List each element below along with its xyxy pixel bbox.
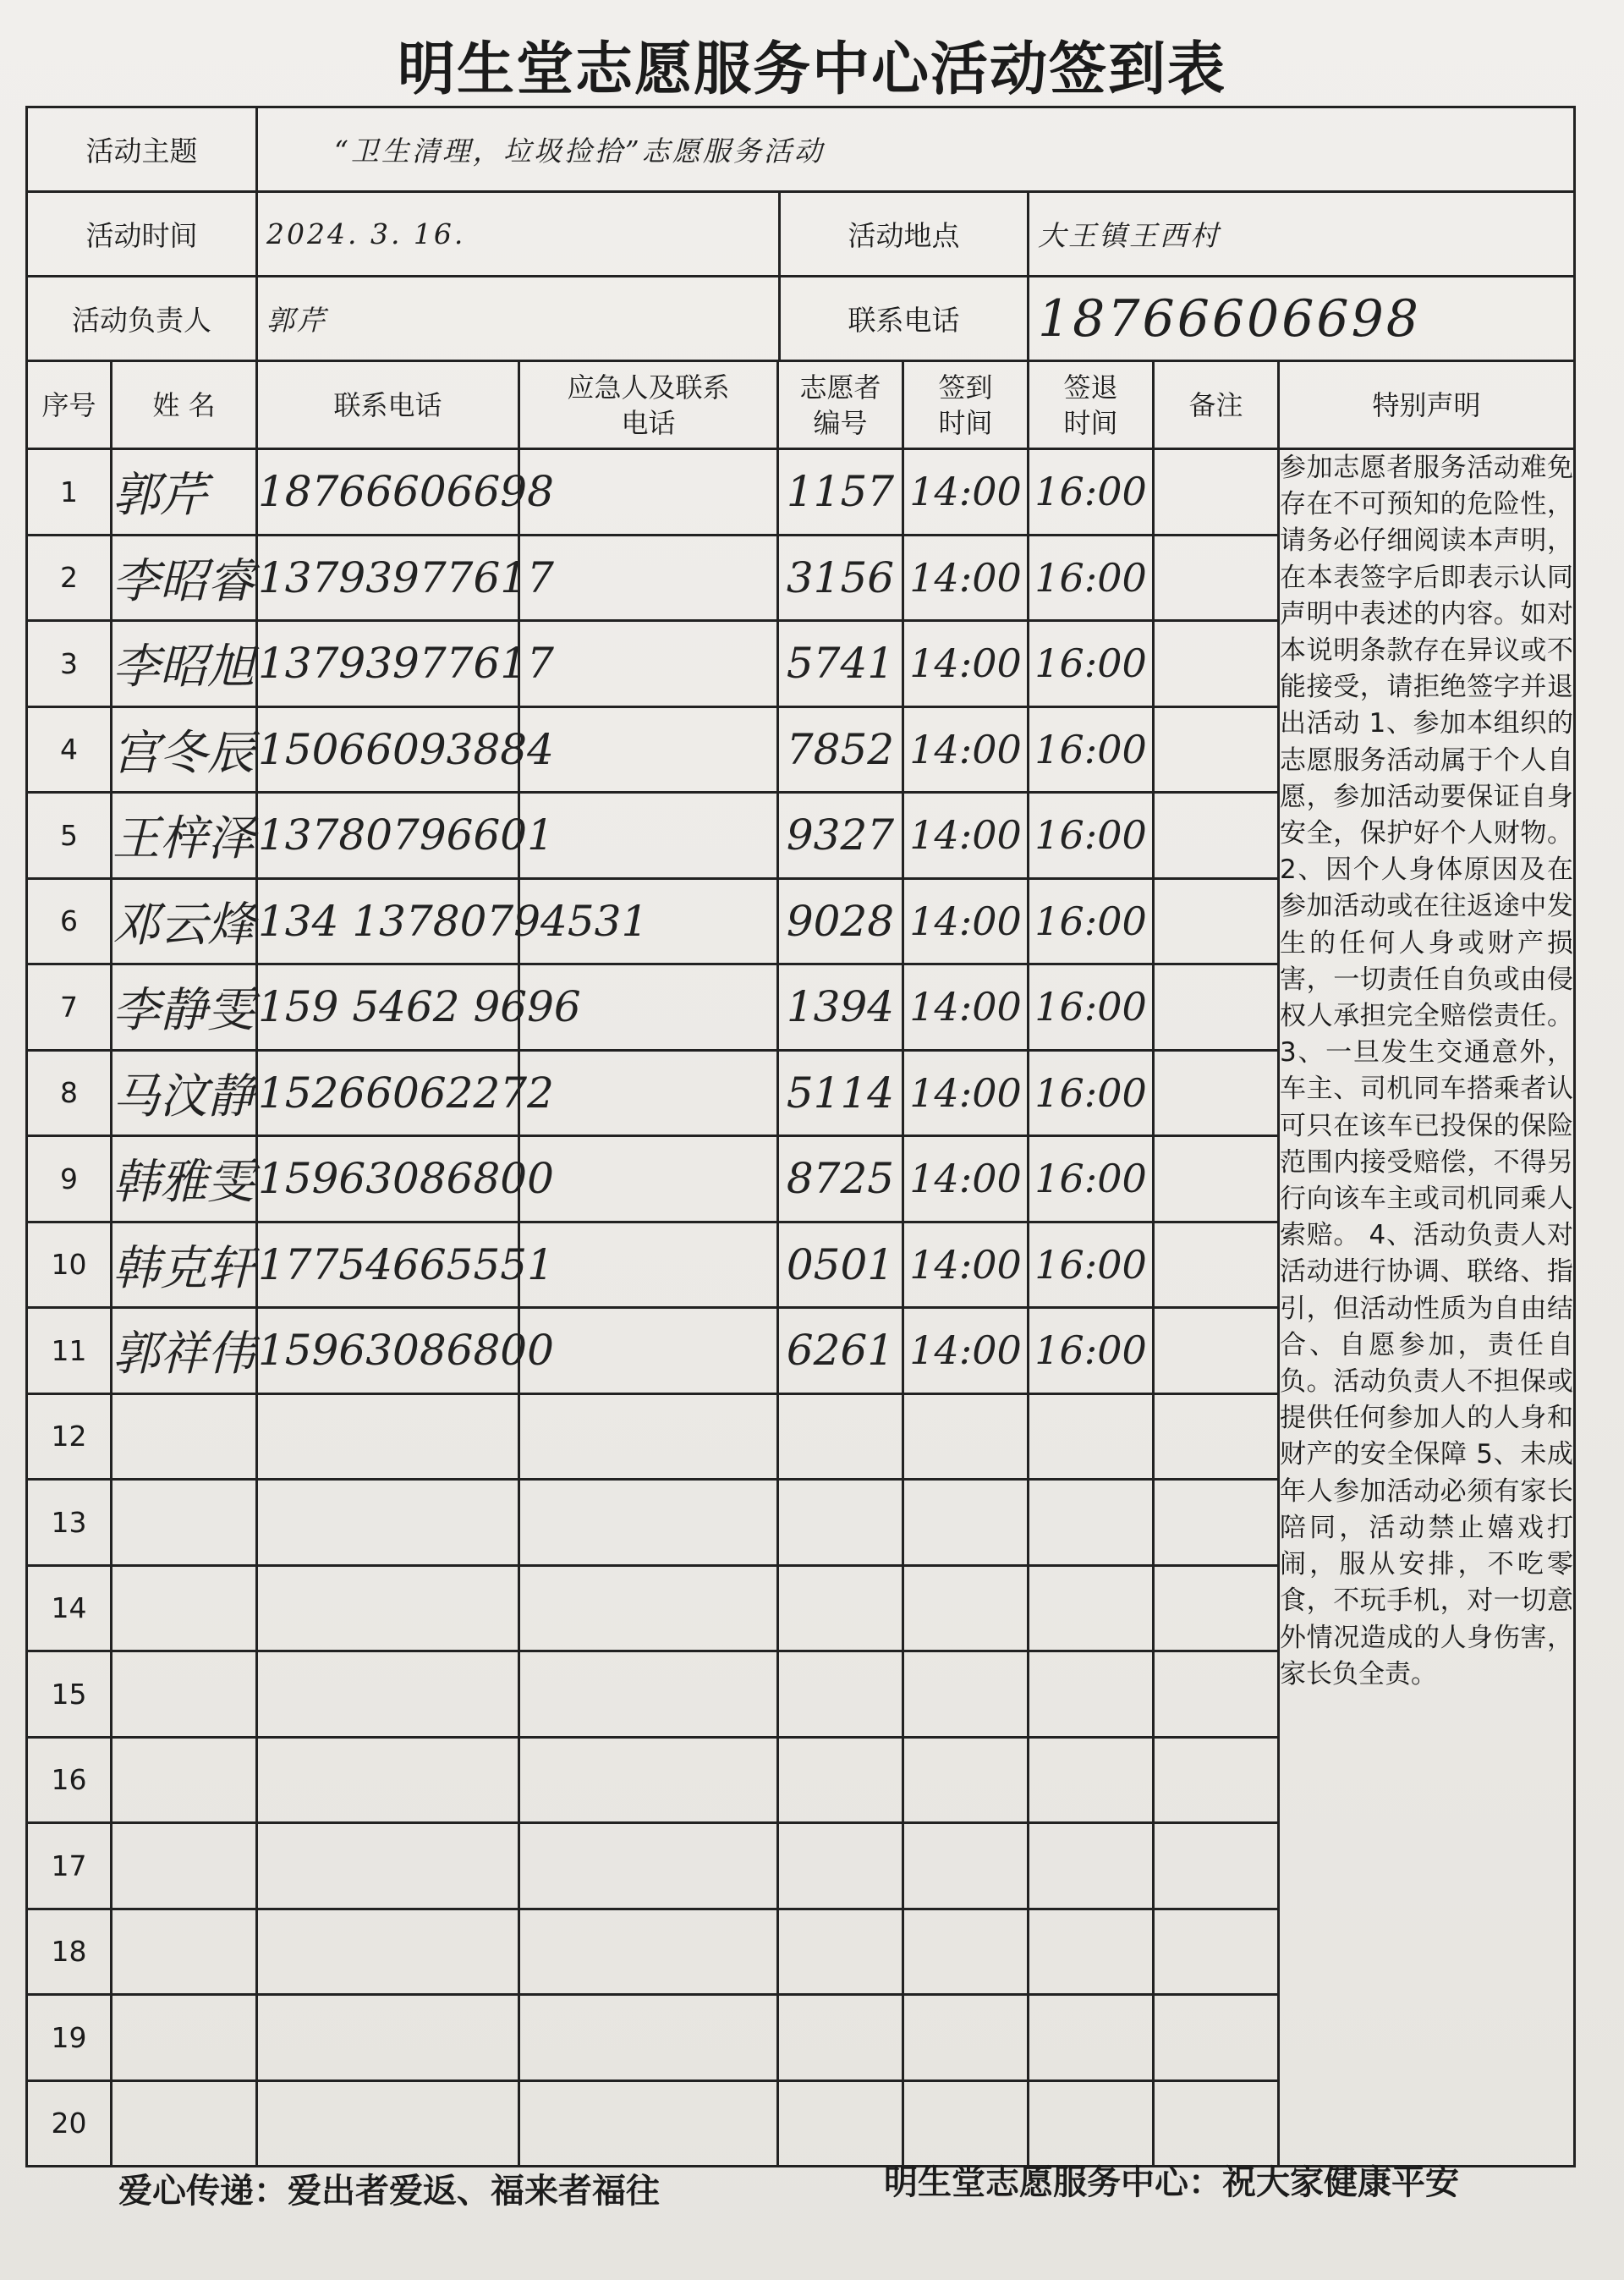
- volunteer-table: [25, 360, 1576, 2167]
- row-number: 17: [27, 1823, 112, 1909]
- remark: [1154, 706, 1279, 793]
- volunteer-phone: 134 13780794531: [257, 878, 519, 964]
- row-number: 13: [27, 1480, 112, 1566]
- sign-in-form: [25, 106, 1573, 2162]
- footer-motto: 爱心传递：爱出者爱返、福来者福往: [118, 2172, 660, 2211]
- table-row: [27, 449, 1575, 536]
- time-value: 2024. 3. 16.: [257, 192, 780, 277]
- sign-in-time: 14:00: [903, 1308, 1029, 1394]
- volunteer-name: 韩雅雯: [112, 1136, 257, 1222]
- row-number: 20: [27, 2080, 112, 2167]
- volunteer-code: 1394: [778, 964, 903, 1051]
- remark: [1154, 1308, 1279, 1394]
- volunteer-phone: 15066093884: [257, 706, 519, 793]
- volunteer-phone: [257, 2080, 519, 2167]
- volunteer-name: [112, 1565, 257, 1651]
- emergency-contact: [519, 1222, 778, 1308]
- emergency-contact: [519, 1737, 778, 1823]
- emergency-contact: [519, 535, 778, 621]
- emergency-contact: [519, 1995, 778, 2081]
- volunteer-code: 3156: [778, 535, 903, 621]
- volunteer-name: 李昭睿: [112, 535, 257, 621]
- volunteer-phone: 13780796601: [257, 793, 519, 879]
- col-remark: 备注: [1154, 361, 1279, 449]
- volunteer-code: [778, 1565, 903, 1651]
- volunteer-name: 韩克轩: [112, 1222, 257, 1308]
- remark: [1154, 621, 1279, 707]
- volunteer-phone: 13793977617: [257, 621, 519, 707]
- emergency-contact: [519, 1651, 778, 1738]
- remark: [1154, 878, 1279, 964]
- volunteer-name: [112, 1393, 257, 1480]
- col-sign-out: 签退时间: [1029, 361, 1154, 449]
- volunteer-code: 7852: [778, 706, 903, 793]
- row-number: 8: [27, 1050, 112, 1136]
- col-declaration: 特别声明: [1279, 361, 1575, 449]
- sign-out-time: 16:00: [1029, 964, 1154, 1051]
- sign-out-time: 16:00: [1029, 1308, 1154, 1394]
- emergency-contact: [519, 1308, 778, 1394]
- volunteer-name: 王梓泽: [112, 793, 257, 879]
- row-number: 16: [27, 1737, 112, 1823]
- row-number: 18: [27, 1909, 112, 1995]
- sign-out-time: 16:00: [1029, 706, 1154, 793]
- volunteer-name: [112, 2080, 257, 2167]
- volunteer-code: [778, 1909, 903, 1995]
- sign-in-time: 14:00: [903, 621, 1029, 707]
- volunteer-name: 马汶静: [112, 1050, 257, 1136]
- emergency-contact: [519, 621, 778, 707]
- row-number: 19: [27, 1995, 112, 2081]
- row-number: 10: [27, 1222, 112, 1308]
- sign-in-time: [903, 1823, 1029, 1909]
- sign-in-time: [903, 1995, 1029, 2081]
- remark: [1154, 1480, 1279, 1566]
- leader-value: 郭芹: [257, 277, 780, 361]
- volunteer-name: 李静雯: [112, 964, 257, 1051]
- remark: [1154, 1222, 1279, 1308]
- phone-label: 联系电话: [780, 277, 1029, 361]
- sign-in-time: 14:00: [903, 964, 1029, 1051]
- volunteer-phone: [257, 1737, 519, 1823]
- volunteer-name: 李昭旭: [112, 621, 257, 707]
- sign-in-time: [903, 2080, 1029, 2167]
- emergency-contact: [519, 1050, 778, 1136]
- sign-in-time: 14:00: [903, 706, 1029, 793]
- emergency-contact: [519, 1480, 778, 1566]
- volunteer-phone: [257, 1909, 519, 1995]
- volunteer-name: 邓云烽: [112, 878, 257, 964]
- remark: [1154, 1050, 1279, 1136]
- volunteer-phone: [257, 1823, 519, 1909]
- row-number: 14: [27, 1565, 112, 1651]
- volunteer-code: [778, 2080, 903, 2167]
- sign-out-time: 16:00: [1029, 878, 1154, 964]
- volunteer-rows: [27, 449, 1575, 2167]
- volunteer-phone: [257, 1393, 519, 1480]
- emergency-contact: [519, 1909, 778, 1995]
- sign-in-time: 14:00: [903, 1050, 1029, 1136]
- sign-in-time: [903, 1909, 1029, 1995]
- sign-out-time: 16:00: [1029, 621, 1154, 707]
- volunteer-name: 宫冬辰: [112, 706, 257, 793]
- volunteer-code: [778, 1823, 903, 1909]
- remark: [1154, 1995, 1279, 2081]
- volunteer-phone: 17754665551: [257, 1222, 519, 1308]
- volunteer-code: [778, 1737, 903, 1823]
- activity-info-table: [25, 106, 1576, 362]
- sign-in-time: 14:00: [903, 1222, 1029, 1308]
- volunteer-code: 0501: [778, 1222, 903, 1308]
- sign-out-time: [1029, 1565, 1154, 1651]
- volunteer-phone: [257, 1651, 519, 1738]
- volunteer-code: [778, 1995, 903, 2081]
- emergency-contact: [519, 2080, 778, 2167]
- sign-in-time: 14:00: [903, 793, 1029, 879]
- sign-out-time: 16:00: [1029, 535, 1154, 621]
- volunteer-code: 6261: [778, 1308, 903, 1394]
- emergency-contact: [519, 1565, 778, 1651]
- sign-out-time: [1029, 1393, 1154, 1480]
- volunteer-phone: 159 5462 9696: [257, 964, 519, 1051]
- volunteer-name: [112, 1480, 257, 1566]
- emergency-contact: [519, 1823, 778, 1909]
- row-number: 6: [27, 878, 112, 964]
- sign-out-time: [1029, 1737, 1154, 1823]
- emergency-contact: [519, 1136, 778, 1222]
- remark: [1154, 1651, 1279, 1738]
- volunteer-name: 郭祥伟: [112, 1308, 257, 1394]
- time-label: 活动时间: [27, 192, 257, 277]
- volunteer-phone: 15963086800: [257, 1136, 519, 1222]
- sign-out-time: 16:00: [1029, 1050, 1154, 1136]
- volunteer-code: [778, 1393, 903, 1480]
- volunteer-code: [778, 1480, 903, 1566]
- row-number: 5: [27, 793, 112, 879]
- page-title: 明生堂志愿服务中心活动签到表: [397, 36, 1226, 103]
- theme-label: 活动主题: [27, 107, 257, 192]
- emergency-contact: [519, 706, 778, 793]
- col-volunteer-no: 志愿者编号: [778, 361, 903, 449]
- volunteer-phone: 15266062272: [257, 1050, 519, 1136]
- emergency-contact: [519, 449, 778, 536]
- volunteer-phone: [257, 1995, 519, 2081]
- sign-out-time: [1029, 2080, 1154, 2167]
- leader-phone-value: 18766606698: [1029, 277, 1575, 361]
- sign-in-time: 14:00: [903, 1136, 1029, 1222]
- remark: [1154, 1737, 1279, 1823]
- row-number: 11: [27, 1308, 112, 1394]
- theme-value: “卫生清理，垃圾捡拾”志愿服务活动: [257, 107, 1575, 192]
- col-no: 序号: [27, 361, 112, 449]
- row-number: 2: [27, 535, 112, 621]
- remark: [1154, 964, 1279, 1051]
- sign-in-time: [903, 1480, 1029, 1566]
- remark: [1154, 2080, 1279, 2167]
- footer-blessing: 明生堂志愿服务中心：祝大家健康平安: [884, 2163, 1459, 2202]
- sign-in-time: [903, 1651, 1029, 1738]
- remark: [1154, 1136, 1279, 1222]
- sign-out-time: [1029, 1909, 1154, 1995]
- emergency-contact: [519, 1393, 778, 1480]
- sign-out-time: 16:00: [1029, 1222, 1154, 1308]
- col-phone: 联系电话: [257, 361, 519, 449]
- volunteer-phone: [257, 1480, 519, 1566]
- emergency-contact: [519, 793, 778, 879]
- sign-in-time: 14:00: [903, 878, 1029, 964]
- volunteer-code: 5114: [778, 1050, 903, 1136]
- sign-out-time: [1029, 1651, 1154, 1738]
- row-number: 3: [27, 621, 112, 707]
- sign-out-time: [1029, 1480, 1154, 1566]
- volunteer-code: 9327: [778, 793, 903, 879]
- volunteer-code: 5741: [778, 621, 903, 707]
- volunteer-phone: [257, 1565, 519, 1651]
- remark: [1154, 793, 1279, 879]
- remark: [1154, 1565, 1279, 1651]
- col-sign-in: 签到时间: [903, 361, 1029, 449]
- row-number: 15: [27, 1651, 112, 1738]
- declaration-text: 参加志愿者服务活动难免存在不可预知的危险性，请务必仔细阅读本声明，在本表签字后即表示认同声明中表述的内容。如对本说明条款存在异议或不能接受，请拒绝签字并退出活动 1、参加本组织的志愿服务活动属于个人自愿，参加活动要保证自身安全，保护好个人财物。 2、因个人身体原因及在参加活动或在往返途中发生的任何人身或财产损害，一切责任自负或由侵权人承担完全赔偿责任。 3、一旦发生交通意外，车主、司机同车搭乘者认可只在该车已投保的保险范围内接受赔偿，不得另行向该车主或司机同乘人索赔。 4、活动负责人对活动进行协调、联络、指引，但活动性质为自由结合、自愿参加，责任自负。活动负责人不担保或提供任何参加人的人身和财产的安全保障 5、未成年人参加活动必须有家长陪同，活动禁止嬉戏打闹，服从安排，不吃零食，不玩手机，对一切意外情况造成的人身伤害，家长负全责。: [1279, 449, 1575, 2167]
- row-number: 1: [27, 449, 112, 536]
- volunteer-name: [112, 1909, 257, 1995]
- volunteer-name: 郭芹: [112, 449, 257, 536]
- sign-out-time: [1029, 1823, 1154, 1909]
- col-name: 姓 名: [112, 361, 257, 449]
- volunteer-phone: 13793977617: [257, 535, 519, 621]
- remark: [1154, 1823, 1279, 1909]
- volunteer-name: [112, 1737, 257, 1823]
- sign-in-time: 14:00: [903, 449, 1029, 536]
- volunteer-code: 9028: [778, 878, 903, 964]
- volunteer-code: 1157: [778, 449, 903, 536]
- sign-out-time: [1029, 1995, 1154, 2081]
- volunteer-code: 8725: [778, 1136, 903, 1222]
- sign-out-time: 16:00: [1029, 1136, 1154, 1222]
- col-emergency: 应急人及联系电话: [519, 361, 778, 449]
- place-label: 活动地点: [780, 192, 1029, 277]
- sign-in-time: [903, 1565, 1029, 1651]
- volunteer-name: [112, 1651, 257, 1738]
- remark: [1154, 535, 1279, 621]
- volunteer-phone: 15963086800: [257, 1308, 519, 1394]
- volunteer-code: [778, 1651, 903, 1738]
- sign-out-time: 16:00: [1029, 793, 1154, 879]
- volunteer-name: [112, 1995, 257, 2081]
- remark: [1154, 449, 1279, 536]
- remark: [1154, 1909, 1279, 1995]
- row-number: 7: [27, 964, 112, 1051]
- row-number: 9: [27, 1136, 112, 1222]
- row-number: 12: [27, 1393, 112, 1480]
- place-value: 大王镇王西村: [1029, 192, 1575, 277]
- sign-in-time: [903, 1393, 1029, 1480]
- sign-in-time: [903, 1737, 1029, 1823]
- remark: [1154, 1393, 1279, 1480]
- row-number: 4: [27, 706, 112, 793]
- sign-in-time: 14:00: [903, 535, 1029, 621]
- sign-out-time: 16:00: [1029, 449, 1154, 536]
- leader-label: 活动负责人: [27, 277, 257, 361]
- volunteer-phone: 18766606698: [257, 449, 519, 536]
- volunteer-name: [112, 1823, 257, 1909]
